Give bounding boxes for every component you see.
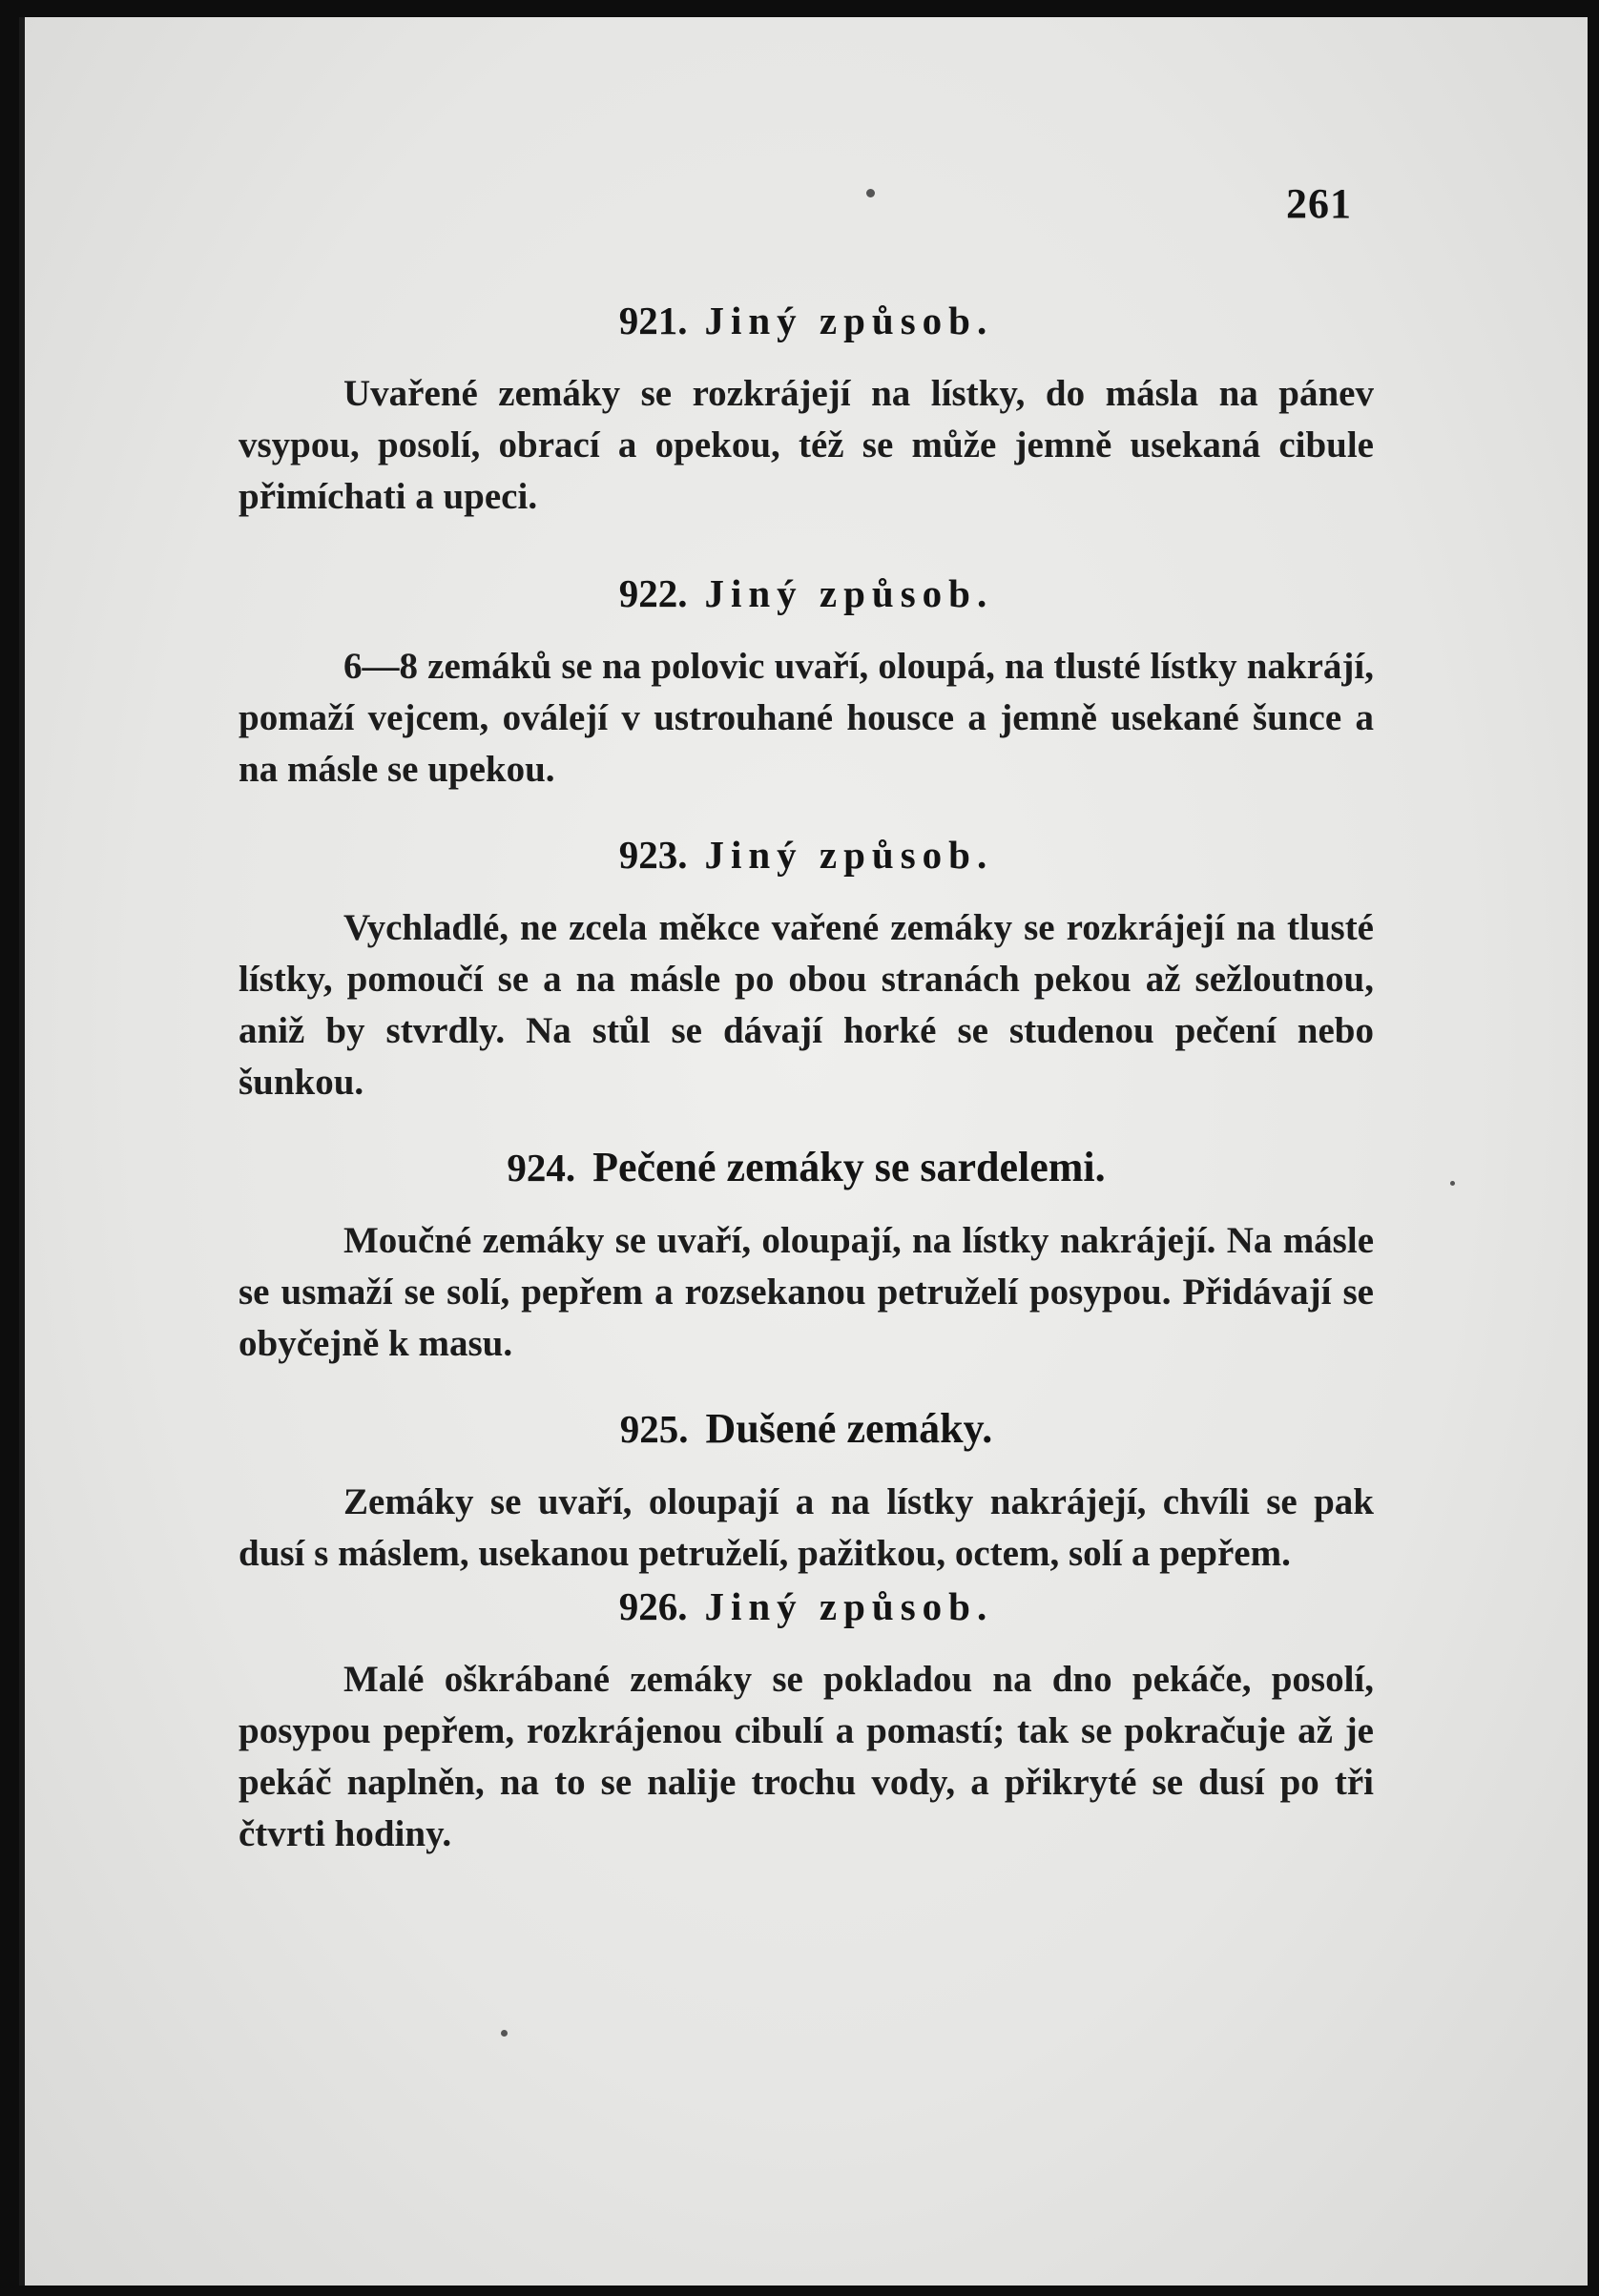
paper-speck (866, 189, 875, 197)
paper-speck (501, 2030, 508, 2037)
recipe-body-924: Moučné zemáky se uvaří, oloupají, na lístky nakrájejí. Na másle se usmaží se solí, pepřem a rozsekanou petruželí posypou. Přidávají se obyčejně k masu. (239, 1220, 1374, 1364)
page-number: 261 (1286, 180, 1352, 227)
recipe-body-925: Zemáky se uvaří, oloupají a na lístky nakrájejí, chvíli se pak dusí s máslem, usekanou petruželí, pažitkou, octem, solí a pepřem. (239, 1481, 1374, 1574)
recipe-body-926: Malé oškrábané zemáky se pokladou na dno pekáče, posolí, posypou pepřem, rozkrájenou cibulí a pomastí; tak se pokračuje až je pekáč naplněn, na to se nalije trochu vody, a přikryté se dusí po tři čtvrti hodiny. (239, 1659, 1374, 1854)
recipe-body-923: Vychladlé, ne zcela měkce vařené zemáky se rozkrájejí na tlusté lístky, pomoučí se a na másle po obou stranách pekou až sežloutnou, aniž by stvrdly. Na stůl se dávají horké se studenou pečení nebo šunkou. (239, 907, 1374, 1103)
recipe-body-921: Uvařené zemáky se rozkrájejí na lístky, do másla na pánev vsypou, posolí, obrací a opekou, též se může jemně usekaná cibule přimíchati a upeci. (239, 373, 1374, 517)
recipe-heading-921: 921. Jiný způsob. (618, 299, 994, 342)
recipe-heading-925: 925. Dušené zemáky. (619, 1405, 993, 1452)
recipe-heading-924: 924. Pečené zemáky se sardelemi. (507, 1144, 1106, 1190)
recipe-heading-922: 922. Jiný způsob. (618, 571, 994, 615)
recipe-heading-926: 926. Jiný způsob. (618, 1584, 994, 1628)
paper-speck (1450, 1181, 1455, 1186)
recipe-body-922: 6—8 zemáků se na polovic uvaří, oloupá, na tlusté lístky nakrájí, pomaží vejcem, oválejí v ustrouhané housce a jemně usekané šunce a na másle se upekou. (239, 646, 1374, 790)
recipe-text (239, 294, 1374, 1860)
page-edge-shadow (19, 17, 25, 2286)
book-page (19, 17, 1588, 2286)
recipe-heading-923: 923. Jiný způsob. (618, 833, 994, 877)
